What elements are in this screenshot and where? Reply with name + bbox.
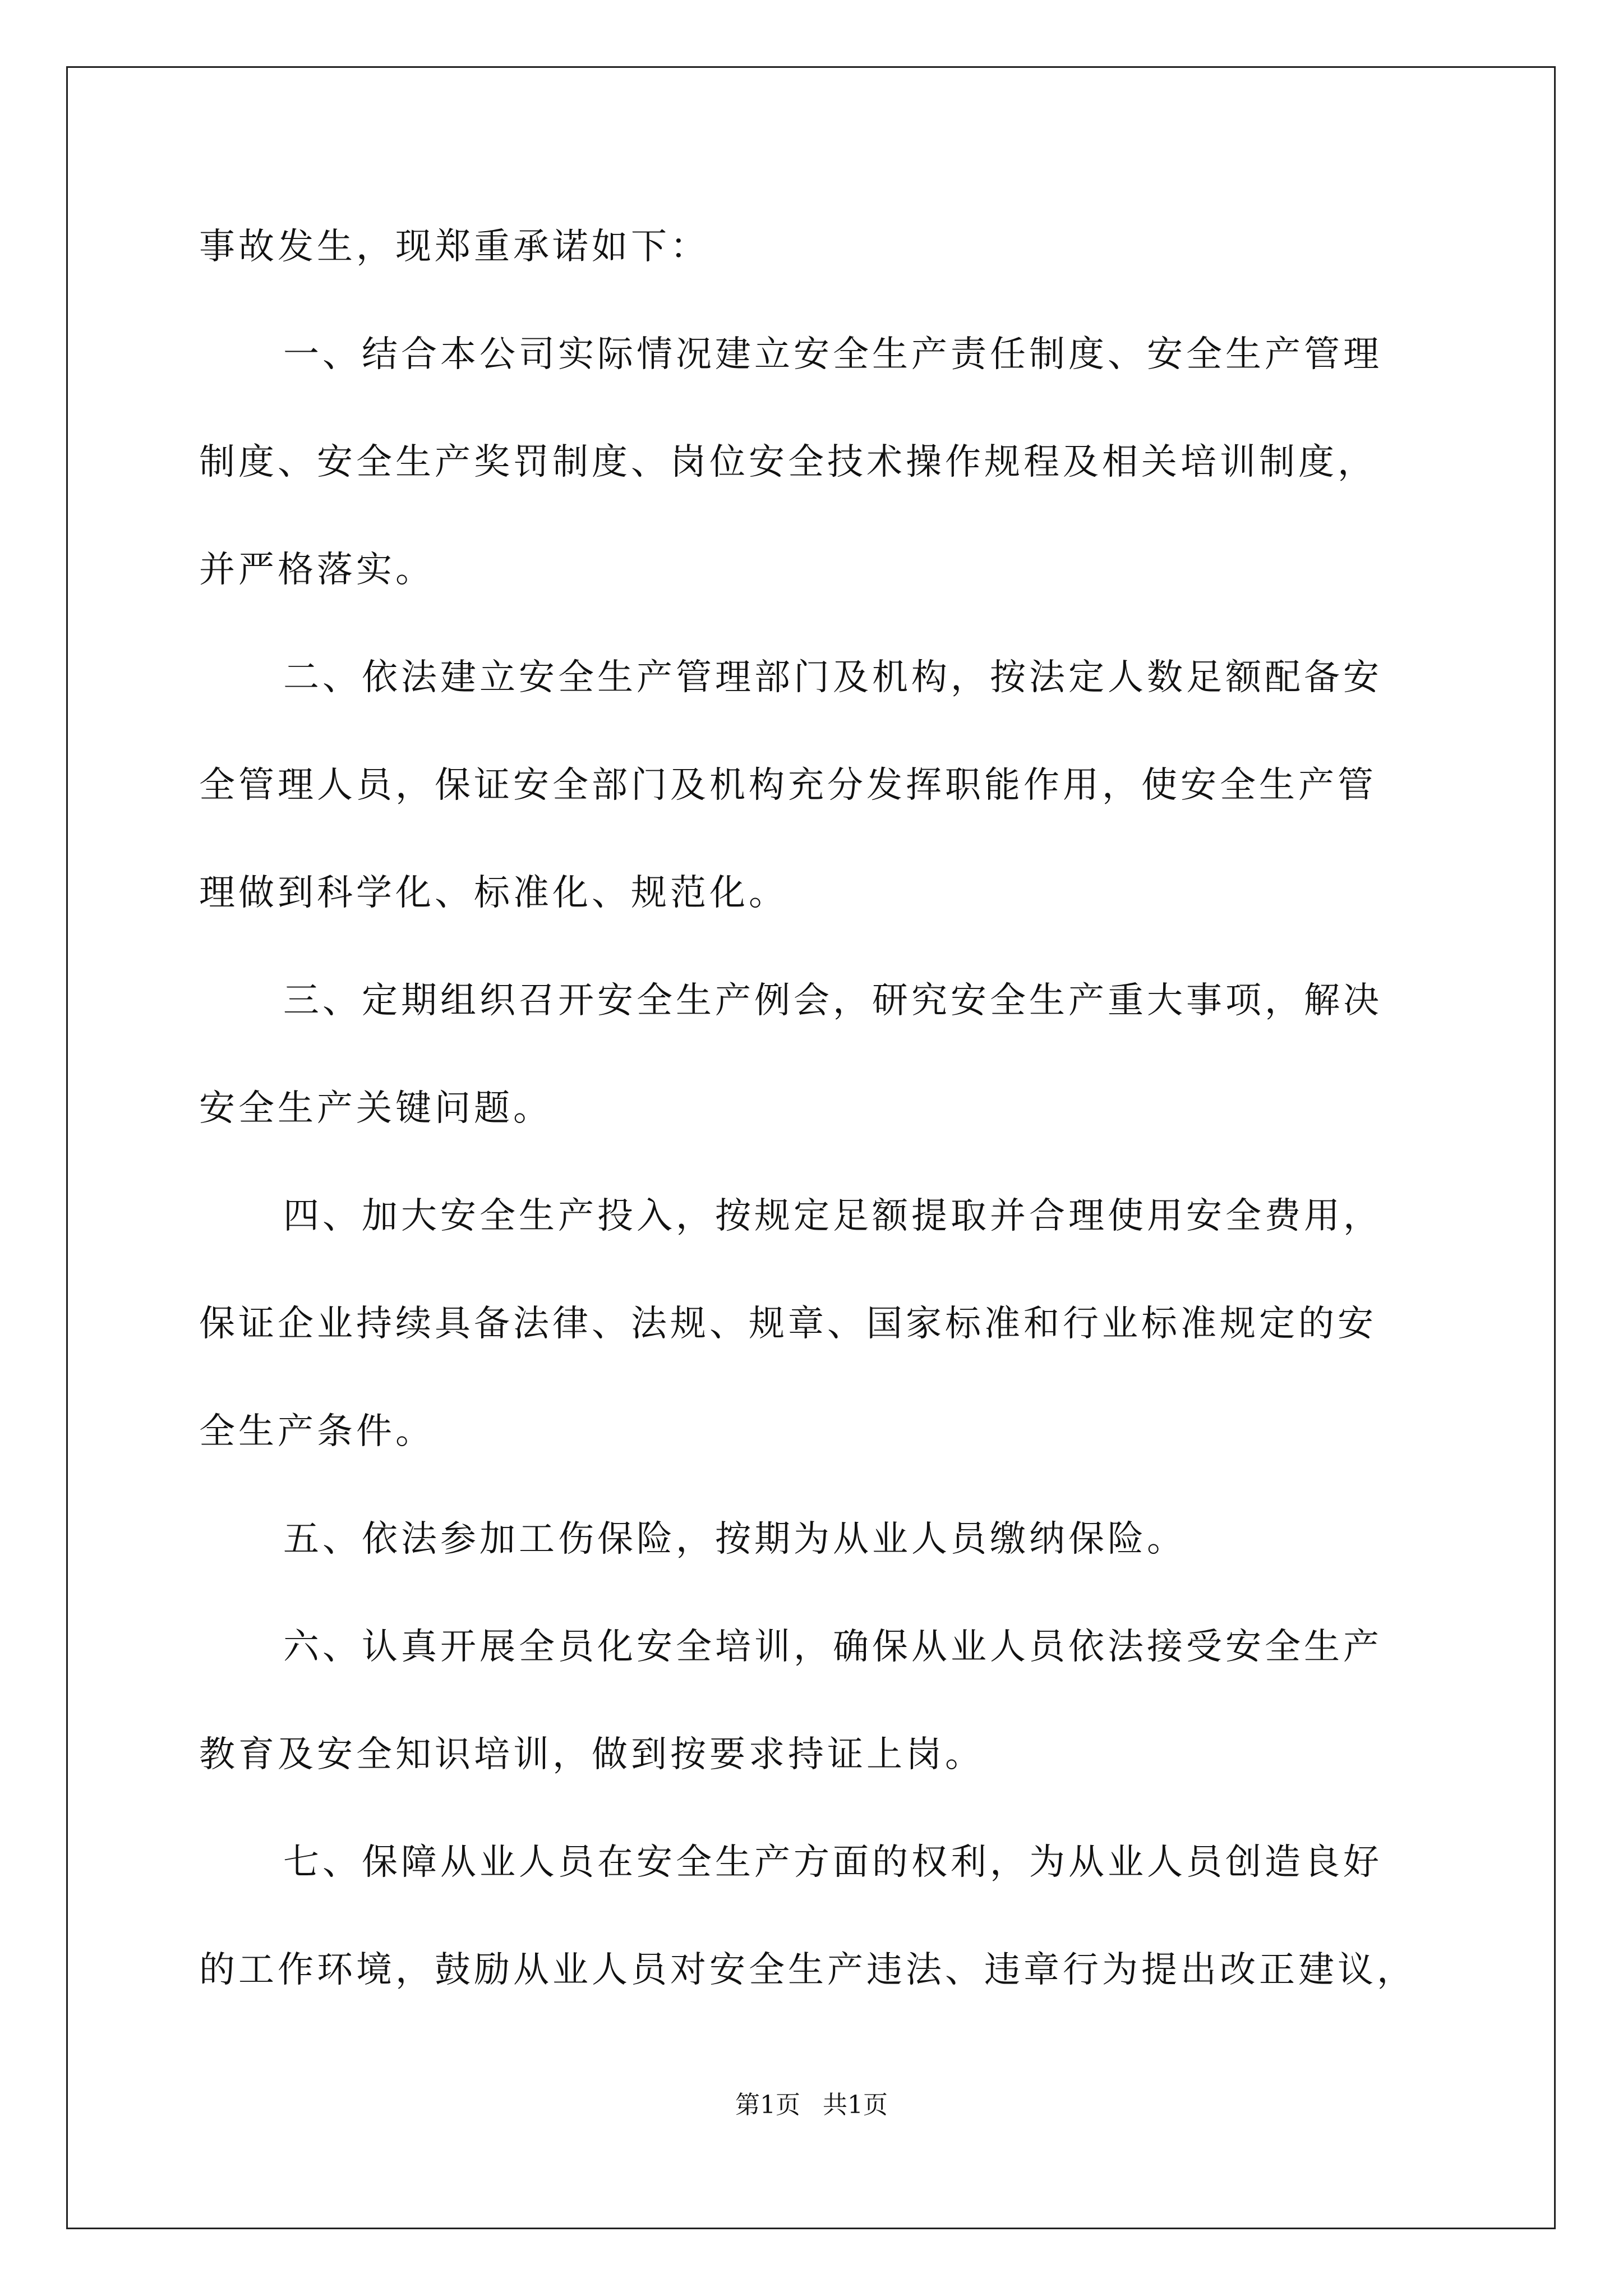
paragraph-line: 七、保障从业人员在安全生产方面的权利，为从业人员创造良好 [283,1842,1382,1883]
page-number-total: 共1页 [823,2091,888,2119]
paragraph-line: 并严格落实。 [199,549,435,591]
page-footer [0,2090,1623,2121]
paragraph-line: 六、认真开展全员化安全培训，确保从业人员依法接受安全生产 [283,1626,1382,1668]
paragraph-line: 保证企业持续具备法律、法规、规章、国家标准和行业标准规定的安 [199,1303,1377,1345]
document-body [199,224,1430,2055]
paragraph-line: 五、依法参加工伤保险，按期为从业人员缴纳保险。 [283,1519,1186,1560]
paragraph-line: 一、结合本公司实际情况建立安全生产责任制度、安全生产管理 [283,334,1382,375]
paragraph-line: 四、加大安全生产投入，按规定足额提取并合理使用安全费用， [283,1195,1382,1237]
paragraph-line: 教育及安全知识培训，做到按要求持证上岗。 [199,1734,984,1775]
paragraph-line: 安全生产关键问题。 [199,1088,552,1129]
paragraph-line: 全生产条件。 [199,1411,435,1452]
paragraph-line: 制度、安全生产奖罚制度、岗位安全技术操作规程及相关培训制度， [199,441,1377,483]
paragraph-line: 理做到科学化、标准化、规范化。 [199,872,788,914]
paragraph-line: 的工作环境，鼓励从业人员对安全生产违法、违章行为提出改正建议， [199,1949,1416,1991]
paragraph-line: 全管理人员，保证安全部门及机构充分发挥职能作用，使安全生产管 [199,765,1377,806]
paragraph-line: 事故发生，现郑重承诺如下： [199,226,709,268]
paragraph-line: 二、依法建立安全生产管理部门及机构，按法定人数足额配备安 [283,657,1382,698]
paragraph-line: 三、定期组织召开安全生产例会，研究安全生产重大事项，解决 [283,980,1382,1022]
page-number-current: 第1页 [735,2091,800,2119]
